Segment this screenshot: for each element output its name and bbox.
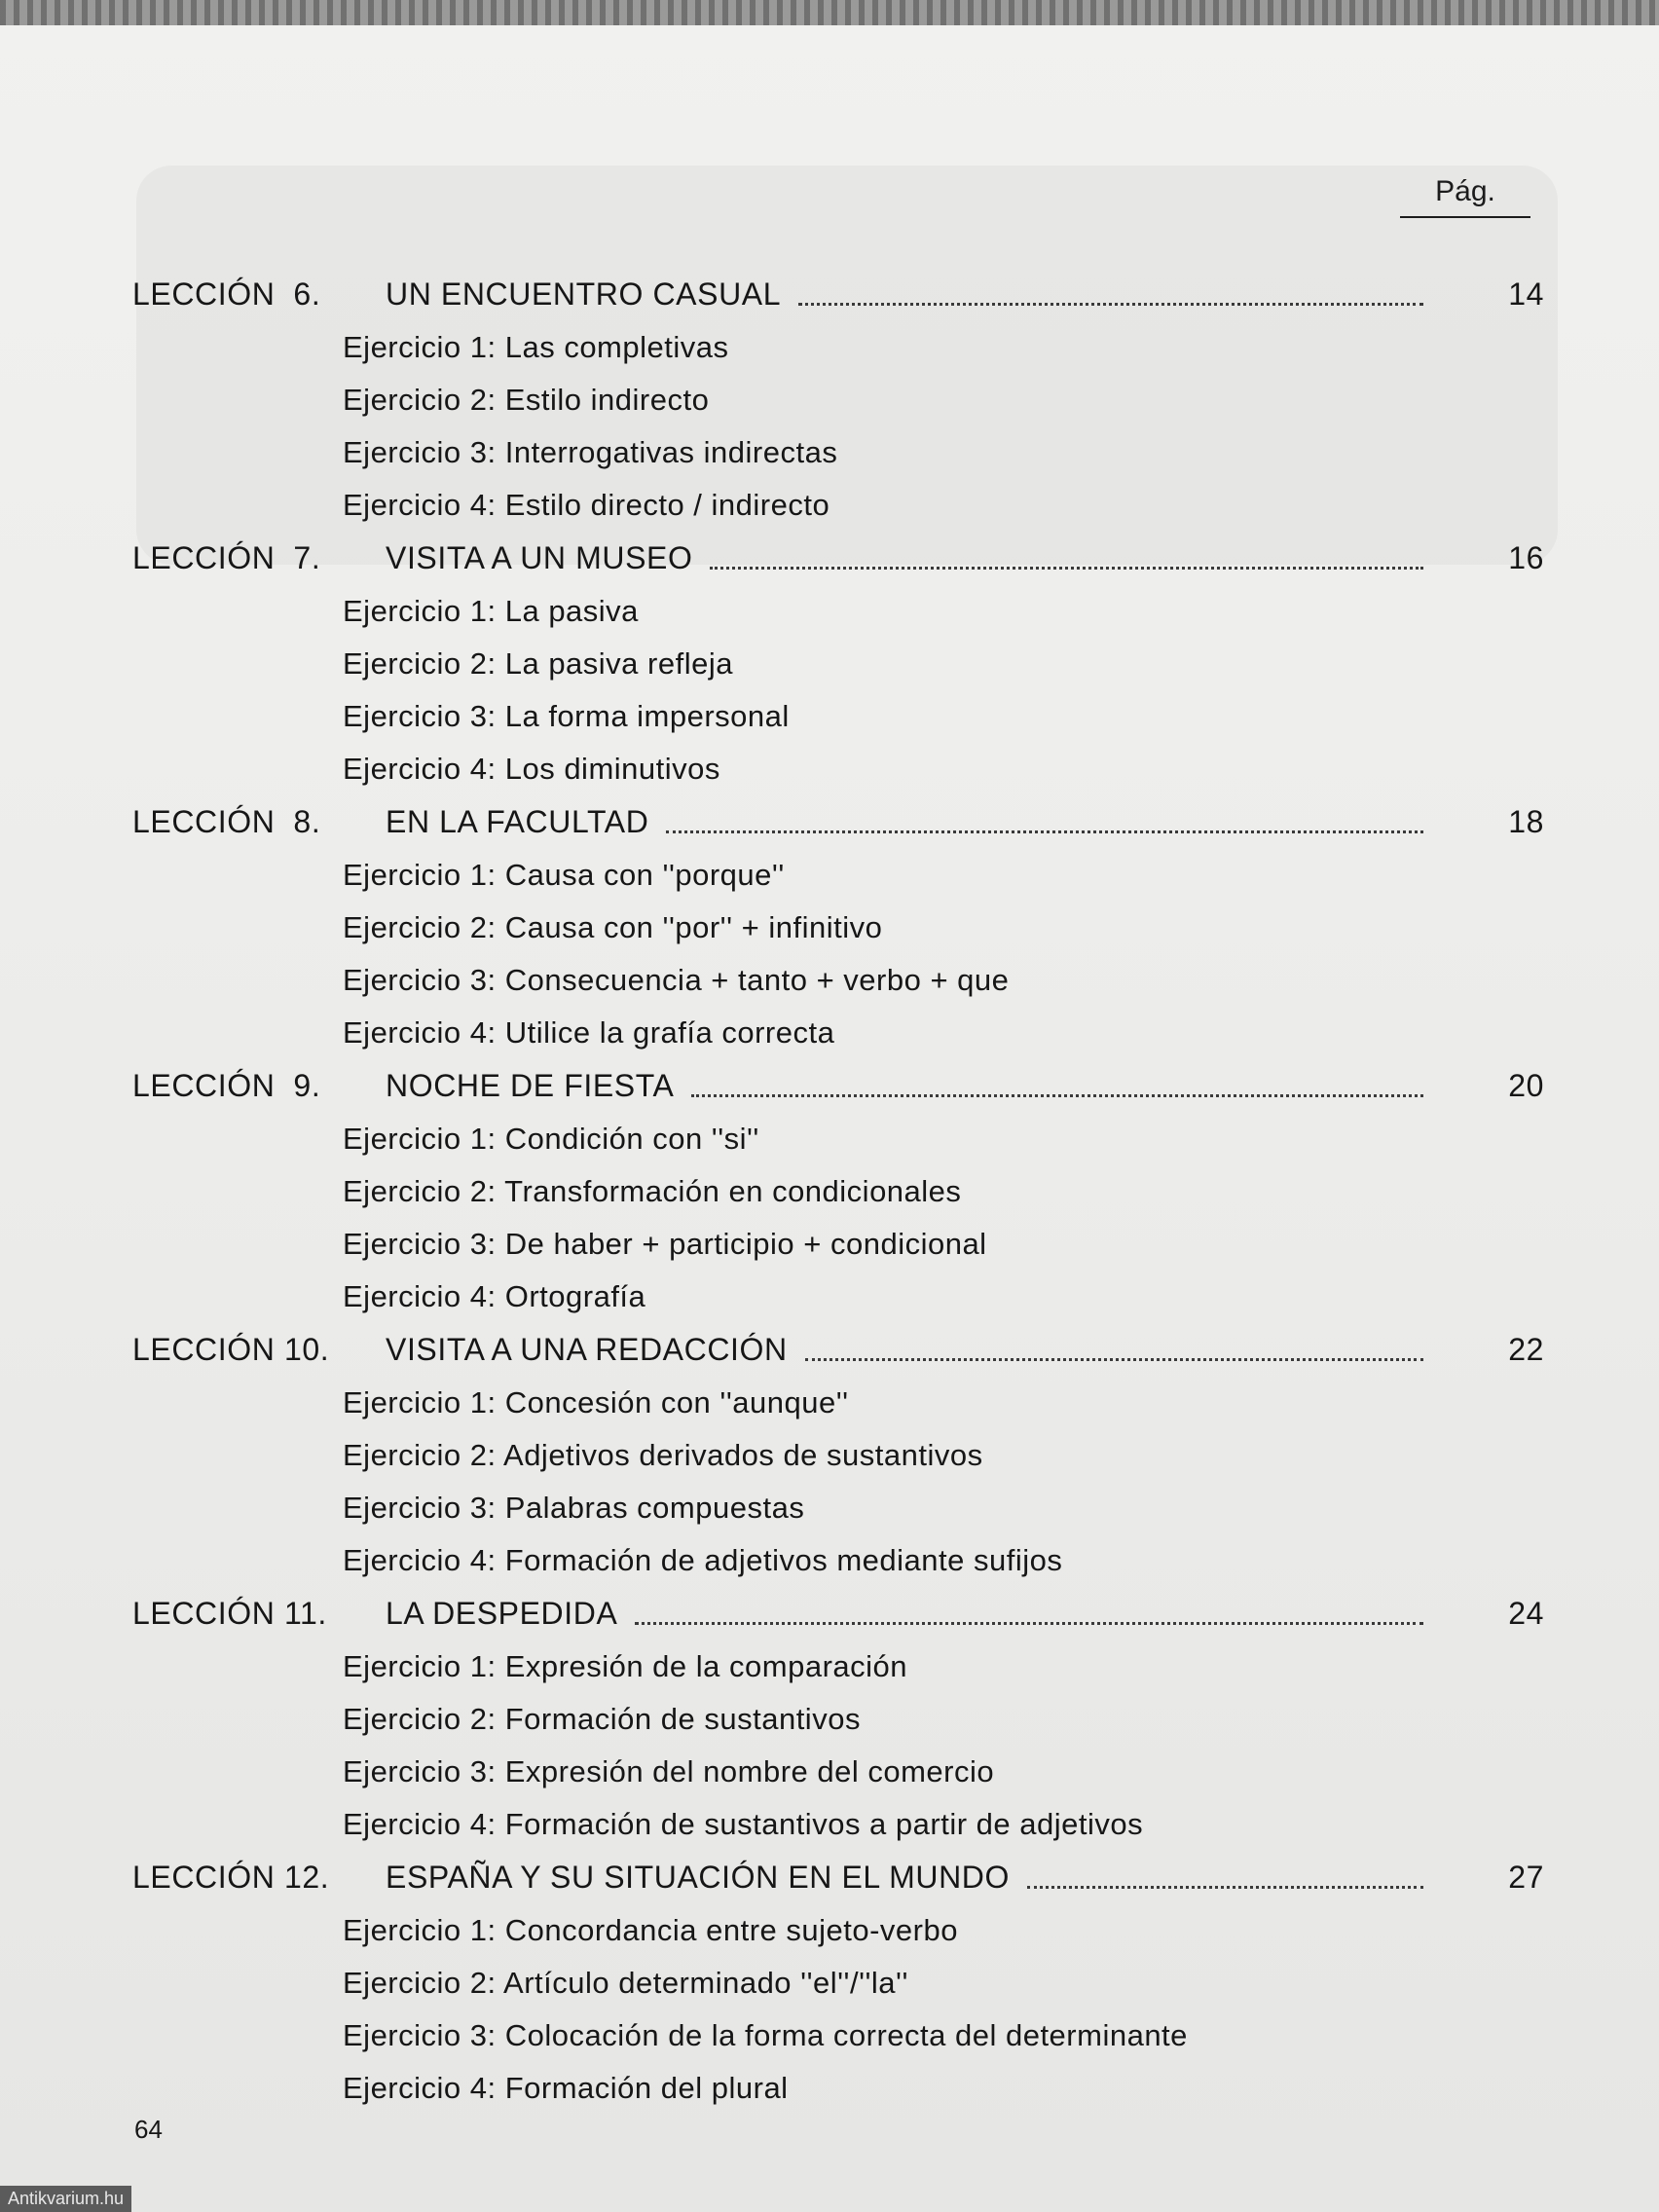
exercise-item: Ejercicio 2: Transformación en condicionales — [343, 1174, 962, 1208]
exercise-item: Ejercicio 4: Formación del plural — [343, 2071, 789, 2105]
dot-leader — [1027, 1886, 1423, 1889]
lesson-label: LECCIÓN 7. — [132, 540, 321, 575]
exercise-item: Ejercicio 2: Estilo indirecto — [343, 383, 710, 417]
lesson-heading-row — [132, 1323, 1544, 1377]
lesson-label: LECCIÓN 12. — [132, 1860, 330, 1895]
lesson-entry — [132, 1587, 1544, 1851]
exercise-item: Ejercicio 2: La pasiva refleja — [343, 646, 733, 681]
exercise-item: Ejercicio 1: Las completivas — [343, 330, 729, 364]
dot-leader — [710, 567, 1423, 570]
lesson-page-number: 14 — [1508, 276, 1544, 312]
lesson-heading-row — [132, 1587, 1544, 1641]
lesson-label: LECCIÓN 11. — [132, 1596, 327, 1631]
lesson-title: VISITA A UN MUSEO — [386, 540, 693, 575]
lesson-heading-row — [132, 268, 1544, 321]
lesson-label: LECCIÓN 10. — [132, 1332, 330, 1367]
lesson-label: LECCIÓN 6. — [132, 276, 321, 312]
exercise-item: Ejercicio 4: Estilo directo / indirecto — [343, 488, 830, 522]
lesson-page-number: 20 — [1508, 1068, 1544, 1103]
dot-leader — [635, 1622, 1423, 1625]
lesson-page-number: 16 — [1508, 540, 1544, 575]
dot-leader — [691, 1094, 1423, 1097]
exercise-item: Ejercicio 4: Formación de adjetivos mediante sufijos — [343, 1543, 1063, 1577]
lesson-entry — [132, 1059, 1544, 1323]
exercise-item: Ejercicio 2: Causa con ''por'' + infinitivo — [343, 910, 883, 944]
exercise-item: Ejercicio 1: La pasiva — [343, 594, 639, 628]
lesson-heading-row — [132, 532, 1544, 585]
exercise-item: Ejercicio 2: Artículo determinado ''el''/''la'' — [343, 1966, 908, 2000]
dot-leader — [805, 1358, 1423, 1361]
exercise-item: Ejercicio 4: Ortografía — [343, 1279, 646, 1313]
binding-strip — [0, 0, 1659, 25]
exercise-item: Ejercicio 1: Condición con ''si'' — [343, 1122, 759, 1156]
lesson-title: NOCHE DE FIESTA — [386, 1068, 675, 1103]
watermark: Antikvarium.hu — [0, 2186, 131, 2212]
lesson-title: VISITA A UNA REDACCIÓN — [386, 1332, 788, 1367]
lesson-page-number: 24 — [1508, 1596, 1544, 1631]
exercise-item: Ejercicio 1: Causa con ''porque'' — [343, 858, 785, 892]
lesson-entry — [132, 795, 1544, 1059]
exercise-item: Ejercicio 3: Interrogativas indirectas — [343, 435, 838, 469]
exercise-item: Ejercicio 3: Colocación de la forma correcta del determinante — [343, 2018, 1188, 2052]
exercise-item: Ejercicio 3: Expresión del nombre del comercio — [343, 1754, 995, 1788]
lesson-heading-row — [132, 795, 1544, 849]
lesson-page-number: 18 — [1508, 804, 1544, 839]
exercise-item: Ejercicio 1: Expresión de la comparación — [343, 1649, 907, 1683]
exercise-item: Ejercicio 4: Los diminutivos — [343, 752, 720, 786]
exercise-item: Ejercicio 1: Concesión con ''aunque'' — [343, 1385, 849, 1419]
lesson-title: EN LA FACULTAD — [386, 804, 649, 839]
lesson-entry — [132, 532, 1544, 795]
lesson-heading-row — [132, 1059, 1544, 1113]
dot-leader — [666, 830, 1423, 833]
lesson-title: LA DESPEDIDA — [386, 1596, 618, 1631]
dot-leader — [798, 303, 1423, 306]
lesson-page-number: 22 — [1508, 1332, 1544, 1367]
exercise-item: Ejercicio 2: Formación de sustantivos — [343, 1702, 861, 1736]
page-number: 64 — [134, 2115, 163, 2144]
lesson-page-number: 27 — [1508, 1860, 1544, 1895]
table-of-contents — [132, 268, 1544, 2115]
exercise-item: Ejercicio 4: Utilice la grafía correcta — [343, 1015, 835, 1050]
exercise-item: Ejercicio 3: De haber + participio + condicional — [343, 1227, 987, 1261]
page-column-header: Pág. — [1400, 175, 1530, 218]
lesson-label: LECCIÓN 9. — [132, 1068, 321, 1103]
exercise-item: Ejercicio 1: Concordancia entre sujeto-verbo — [343, 1913, 958, 1947]
lesson-entry — [132, 1323, 1544, 1587]
lesson-heading-row — [132, 1851, 1544, 1904]
lesson-title: ESPAÑA Y SU SITUACIÓN EN EL MUNDO — [386, 1860, 1010, 1895]
exercise-item: Ejercicio 3: La forma impersonal — [343, 699, 790, 733]
exercise-item: Ejercicio 3: Palabras compuestas — [343, 1491, 805, 1525]
lesson-entry — [132, 268, 1544, 532]
exercise-item: Ejercicio 3: Consecuencia + tanto + verbo + que — [343, 963, 1010, 997]
lesson-entry — [132, 1851, 1544, 2115]
lesson-label: LECCIÓN 8. — [132, 804, 321, 839]
lesson-title: UN ENCUENTRO CASUAL — [386, 276, 782, 312]
exercise-item: Ejercicio 2: Adjetivos derivados de sustantivos — [343, 1438, 983, 1472]
exercise-item: Ejercicio 4: Formación de sustantivos a partir de adjetivos — [343, 1807, 1144, 1841]
